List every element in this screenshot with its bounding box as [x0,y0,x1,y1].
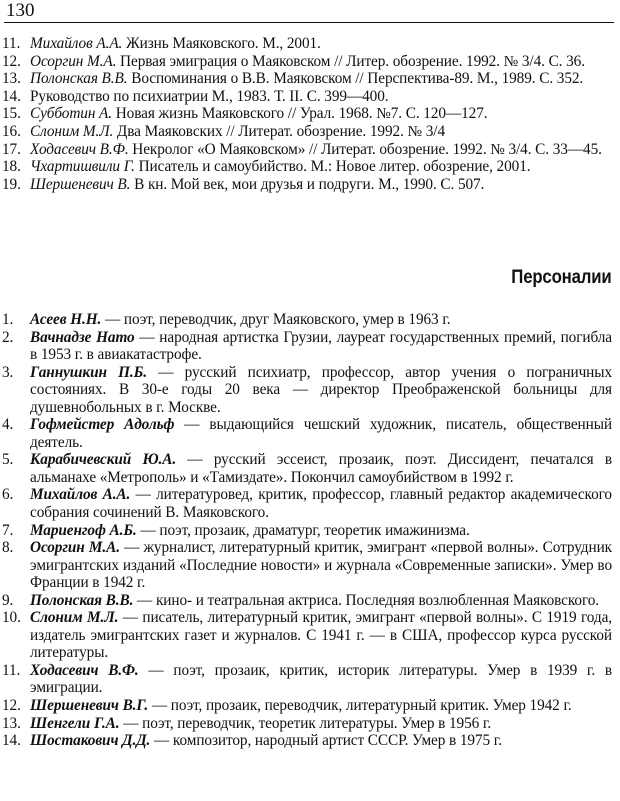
personality-item [0,522,620,540]
header-rule [4,22,614,23]
personality-item [0,697,620,715]
item-author: Шершеневич В. [30,175,131,193]
page-number: 130 [6,0,35,21]
item-number: 13. [2,70,21,88]
bibliography-item [0,88,620,106]
person-name: Шостакович Д.Д. [30,732,151,750]
personality-item [0,451,620,486]
item-text: — литературовед, критик, профессор, главный редактор академического собрания сочинений В. Маяковского. [30,486,612,522]
person-name: Полонская В.В. [30,591,134,609]
item-text: — кино- и театральная актриса. Последняя возлюбленная Маяковского. [133,591,600,609]
item-number: 11. [2,35,21,52]
item-text: — выдающийся чешский художник, писатель, общественный деятель. [30,416,612,451]
item-number: 17. [2,140,21,158]
personality-item [0,609,620,662]
item-text: — поэт, прозаик, критик, историк литературы. Умер в 1939 г. в эмиграции. [30,661,612,697]
bibliography-list [0,35,620,193]
item-number: 14. [2,87,21,105]
personality-item [0,364,620,417]
item-text: В кн. Мой век, мои друзья и подруги. М., 1990. С. 507. [130,175,485,193]
personality-item [0,732,620,750]
person-name: Асеев Н.Н. [30,311,102,328]
person-name: Ходасевич В.Ф. [30,661,139,679]
item-text: Два Маяковских // Литерат. обозрение. 1992. № 3/4 [113,122,445,140]
personality-item [0,329,620,364]
item-number: 6. [2,486,14,504]
item-number: 15. [2,105,21,123]
item-number: 5. [2,451,14,469]
item-author: Чхартишвили Г. [30,158,135,176]
item-text: — композитор, народный артист СССР. Умер в 1975 г. [150,732,502,750]
bibliography-item [0,123,620,141]
personality-item [0,416,620,451]
person-name: Гофмейстер Адольф [30,416,175,434]
item-text: Жизнь Маяковского. М., 2001. [122,35,321,52]
personality-item [0,592,620,610]
item-text: — поэт, прозаик, драматург, теоретик имажинизма. [136,521,470,539]
item-text: Писатель и самоубийство. М.: Новое литер. обозрение, 2001. [134,158,531,176]
person-name: Осоргин М.А. [30,539,120,557]
bibliography-item [0,105,620,123]
item-text: — русский эссеист, прозаик, поэт. Диссидент, печатался в альманахе «Метрополь» и «Тамиздате». Покончил самоубийством в 1992 г. [30,451,612,486]
bibliography-item [0,176,620,194]
item-author: Ходасевич В.Ф. [30,140,129,158]
item-text: Воспоминания о В.В. Маяковском // Перспектива-89. М., 1989. С. 352. [127,70,584,88]
item-text: — народная артистка Грузии, лауреат государственных премий, погибла в 1953 г. в авиакатастрофе. [30,328,612,364]
item-number: 10. [2,609,21,627]
item-text: Первая эмиграция о Маяковском // Литер. обозрение. 1992. № 3/4. С. 36. [116,52,585,70]
item-number: 4. [2,416,14,434]
item-number: 14. [2,732,21,750]
item-author: Субботин А. [30,105,113,123]
personalities-list [0,311,620,750]
personality-item [0,715,620,733]
person-name: Карабичевский Ю.А. [30,451,177,469]
person-name: Вачнадзе Нато [30,328,135,346]
item-number: 18. [2,158,21,176]
item-text: — поэт, переводчик, друг Маяковского, умер в 1963 г. [101,311,451,328]
personality-item [0,486,620,521]
item-text: — поэт, прозаик, переводчик, литературный критик. Умер 1942 г. [148,697,572,715]
bibliography-item [0,70,620,88]
item-text: — писатель, литературный критик, эмигрант «первой волны». С 1919 года, издатель эмигрантских газет и журналов. С 1941 г. — в США, профессор курса русской литературы. [30,609,612,662]
item-author: Слоним М.Л. [30,122,114,140]
item-number: 19. [2,175,21,193]
section-heading: Персоналии [511,266,612,288]
item-number: 12. [2,697,21,715]
bibliography-item [0,158,620,176]
bibliography-item [0,53,620,71]
item-number: 13. [2,714,21,732]
item-number: 3. [2,363,14,381]
item-text: Некролог «О Маяковском» // Литерат. обозрение. 1992. № 3/4. С. 33—45. [128,140,602,158]
item-number: 7. [2,521,14,539]
person-name: Мариенгоф А.Б. [30,521,137,539]
item-text: Новая жизнь Маяковского // Урал. 1968. №7. С. 120—127. [112,105,488,123]
personality-item [0,311,620,329]
item-author: Полонская В.В. [30,70,128,88]
item-author: Осоргин М.А. [30,52,117,70]
person-name: Слоним М.Л. [30,609,119,627]
item-author: Михайлов А.А. [30,35,123,52]
item-text: — русский психиатр, профессор, автор учения о пограничных состояниях. В 30-е годы 20 века — директор Преображенской больницы для душевнобольных в г. Москве. [30,363,612,416]
person-name: Шенгели Г.А. [30,714,120,732]
item-text: — журналист, литературный критик, эмигрант «первой волны». Сотрудник эмигрантских изданий «Последние новости» и журнала «Современные записки». Умер во Франции в 1942 г. [30,539,612,592]
item-number: 8. [2,539,14,557]
person-name: Шершеневич В.Г. [30,697,149,715]
item-number: 11. [2,661,21,679]
item-number: 2. [2,328,14,346]
item-number: 12. [2,52,21,70]
person-name: Михайлов А.А. [30,486,131,504]
item-number: 9. [2,591,14,609]
bibliography-item [0,35,620,53]
personality-item [0,662,620,697]
bibliography-item [0,141,620,159]
item-number: 16. [2,122,21,140]
person-name: Ганнушкин П.Б. [30,363,147,381]
item-number: 1. [2,311,14,328]
personality-item [0,539,620,592]
item-text: — поэт, переводчик, теоретик литературы. Умер в 1956 г. [119,714,492,732]
item-text: Руководство по психиатрии М., 1983. Т. II. С. 399—400. [30,87,389,105]
